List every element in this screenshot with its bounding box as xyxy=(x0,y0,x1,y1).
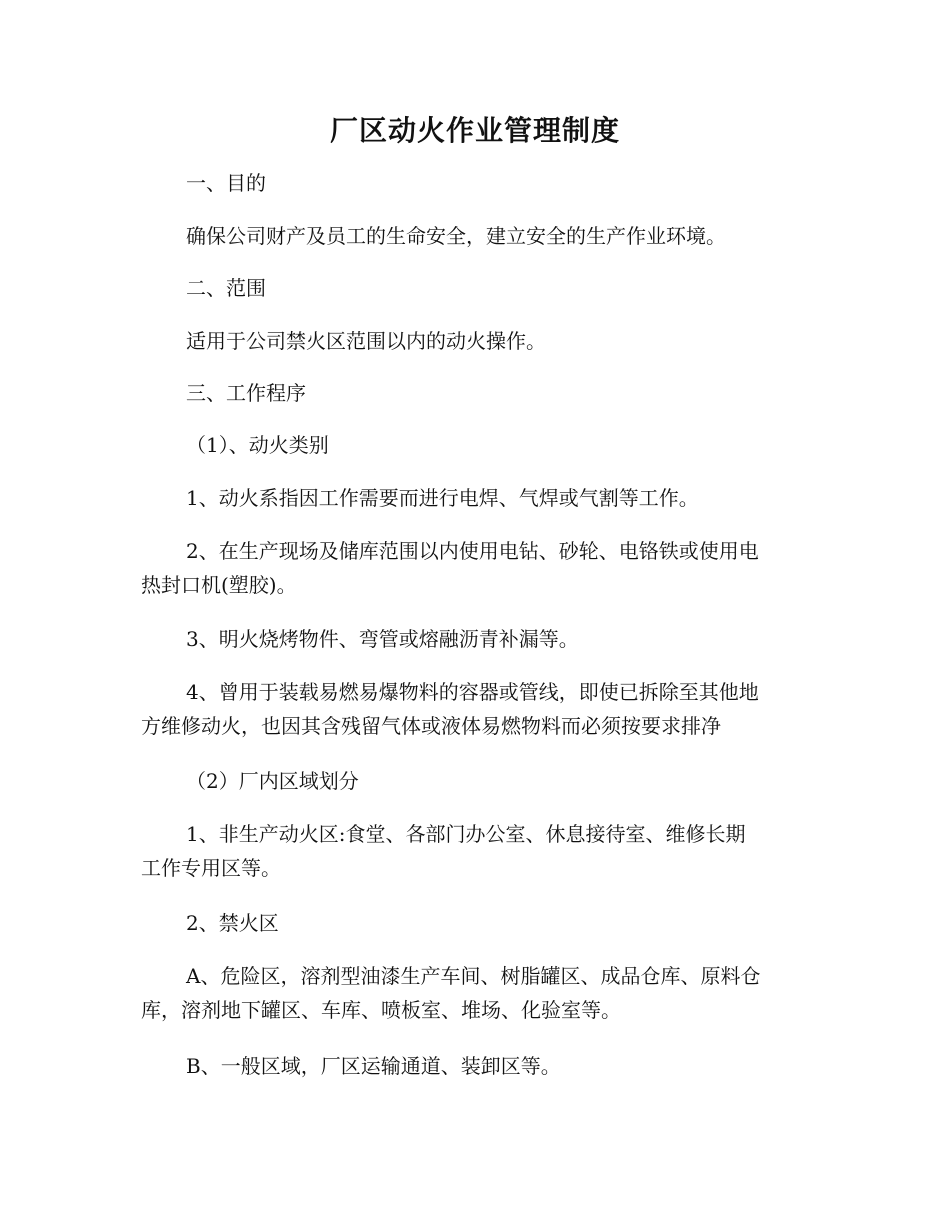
document-title: 厂区动火作业管理制度 xyxy=(329,114,620,147)
zoning-item-1-line-2: 工作专用区等。 xyxy=(141,856,281,880)
category-item-1: 1、动火系指因工作需要而进行电焊、气焊或气割等工作。 xyxy=(186,486,699,510)
zoning-item-a-line-1: A、危险区，溶剂型油漆生产车间、树脂罐区、成品仓库、原料仓 xyxy=(186,964,761,988)
purpose-text: 确保公司财产及员工的生命安全，建立安全的生产作业环境。 xyxy=(186,224,726,248)
procedure-heading: 三、工作程序 xyxy=(186,381,306,405)
category-item-4-line-2: 方维修动火，也因其含残留气体或液体易燃物料而必须按要求排净 xyxy=(141,714,721,738)
category-item-2-line-2: 热封口机(塑胶)。 xyxy=(141,573,297,597)
zoning-item-a-line-2: 库，溶剂地下罐区、车库、喷板室、堆场、化验室等。 xyxy=(141,998,621,1022)
zoning-item-1-line-1: 1、非生产动火区:食堂、各部门办公室、休息接待室、维修长期 xyxy=(186,822,746,846)
zoning-item-a xyxy=(141,959,809,1027)
scope-text: 适用于公司禁火区范围以内的动火操作。 xyxy=(186,329,546,353)
category-item-2 xyxy=(141,534,809,602)
zoning-item-2: 2、禁火区 xyxy=(186,911,279,935)
category-heading: （1）、动火类别 xyxy=(186,433,329,457)
zoning-item-1 xyxy=(141,817,809,885)
zoning-heading: （2）厂内区域划分 xyxy=(186,769,359,793)
zoning-item-b: B、一般区域，厂区运输通道、装卸区等。 xyxy=(186,1054,561,1078)
category-item-4-line-1: 4、曾用于装载易燃易爆物料的容器或管线，即使已拆除至其他地 xyxy=(186,680,759,704)
category-item-2-line-1: 2、在生产现场及储库范围以内使用电钻、砂轮、电铬铁或使用电 xyxy=(186,539,759,563)
scope-heading: 二、范围 xyxy=(186,276,266,300)
category-item-3: 3、明火烧烤物件、弯管或熔融沥青补漏等。 xyxy=(186,627,579,651)
category-item-4 xyxy=(141,675,809,743)
purpose-heading: 一、目的 xyxy=(186,171,266,195)
